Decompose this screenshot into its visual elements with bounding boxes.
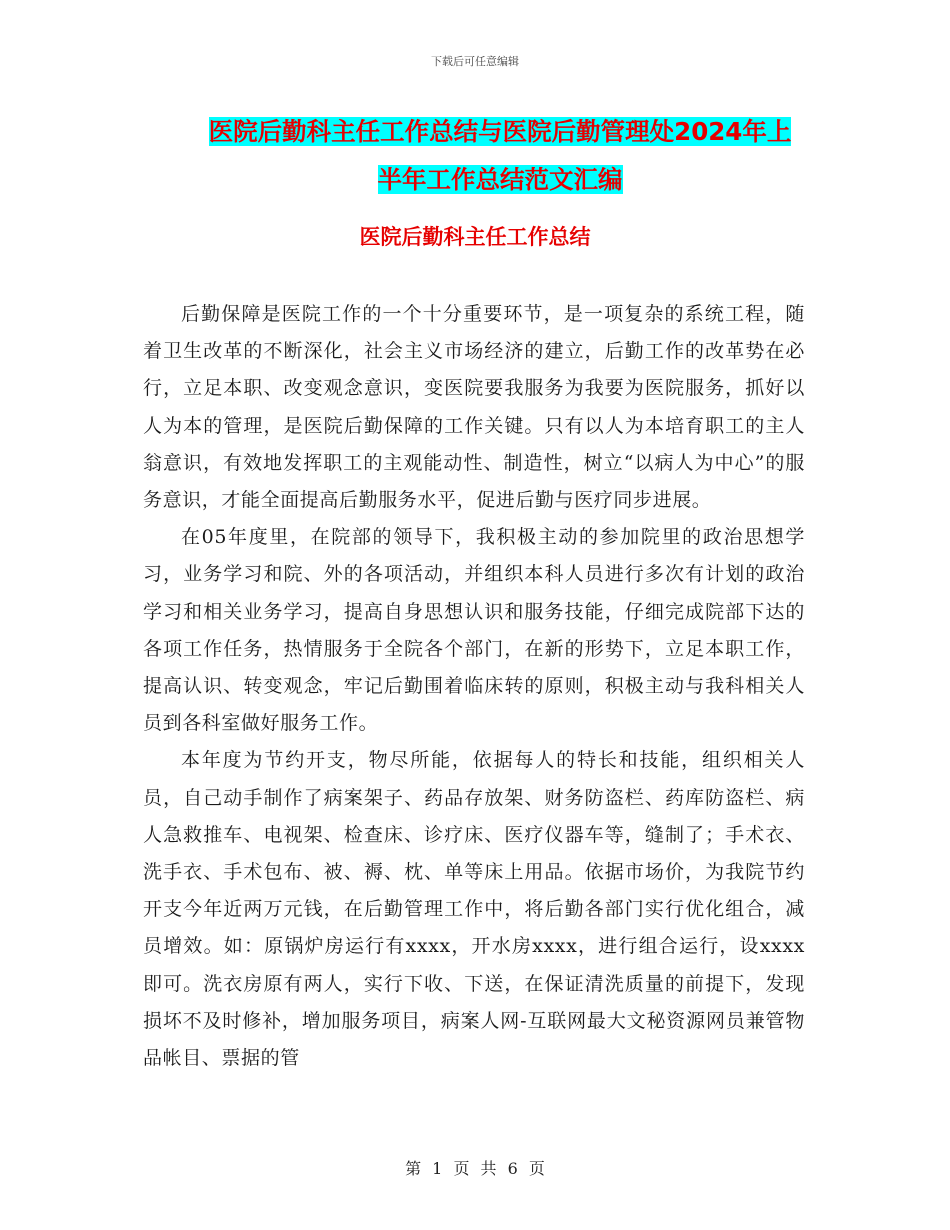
section-title: 医院后勤科主任工作总结 <box>359 225 591 249</box>
document-title-line-1: 医院后勤科主任工作总结与医院后勤管理处2024年上 <box>208 117 792 146</box>
paragraph-2: 在05年度里，在院部的领导下，我积极主动的参加院里的政治思想学习，业务学习和院、外的各项活动，并组织本科人员进行多次有计划的政治学习和相关业务学习，提高自身思想认识和服务技能，仔细完成院部下达的各项工作任务，热情服务于全院各个部门，在新的形势下，立足本职工作，提高认识、转变观念，牢记后勤围着临床转的原则，积极主动与我科相关人员到各科室做好服务工作。 <box>143 526 805 735</box>
paragraph-1: 后勤保障是医院工作的一个十分重要环节，是一项复杂的系统工程，随着卫生改革的不断深化，社会主义市场经济的建立，后勤工作的改革势在必行，立足本职、改变观念意识，变医院要我服务为我要为医院服务，抓好以人为本的管理，是医院后勤保障的工作关键。只有以人为本培育职工的主人翁意识，有效地发挥职工的主观能动性、制造性，树立“以病人为中心”的服务意识，才能全面提高后勤服务水平，促进后勤与医疗同步进展。 <box>143 303 805 512</box>
body-text <box>143 296 805 1077</box>
page-number: 第 1 页 共 6 页 <box>405 1159 545 1178</box>
paragraph-3: 本年度为节约开支，物尽所能，依据每人的特长和技能，组织相关人员，自己动手制作了病案架子、药品存放架、财务防盗栏、药库防盗栏、病人急救推车、电视架、检查床、诊疗床、医疗仪器车等，缝制了；手术衣、洗手衣、手术包布、被、褥、枕、单等床上用品。依据市场价，为我院节约开支今年近两万元钱，在后勤管理工作中，将后勤各部门实行优化组合，减员增效。如：原锅炉房运行有xxxx，开水房xxxx，进行组合运行，设xxxx即可。洗衣房原有两人，实行下收、下送，在保证清洗质量的前提下，发现损坏不及时修补，增加服务项目，病案人网-互联网最大文秘资源网员兼管物品帐目、票据的管 <box>143 749 805 1070</box>
document-title <box>130 108 870 204</box>
document-title-line-2: 半年工作总结范文汇编 <box>377 165 623 194</box>
header-note: 下载后可任意编辑 <box>431 55 519 68</box>
